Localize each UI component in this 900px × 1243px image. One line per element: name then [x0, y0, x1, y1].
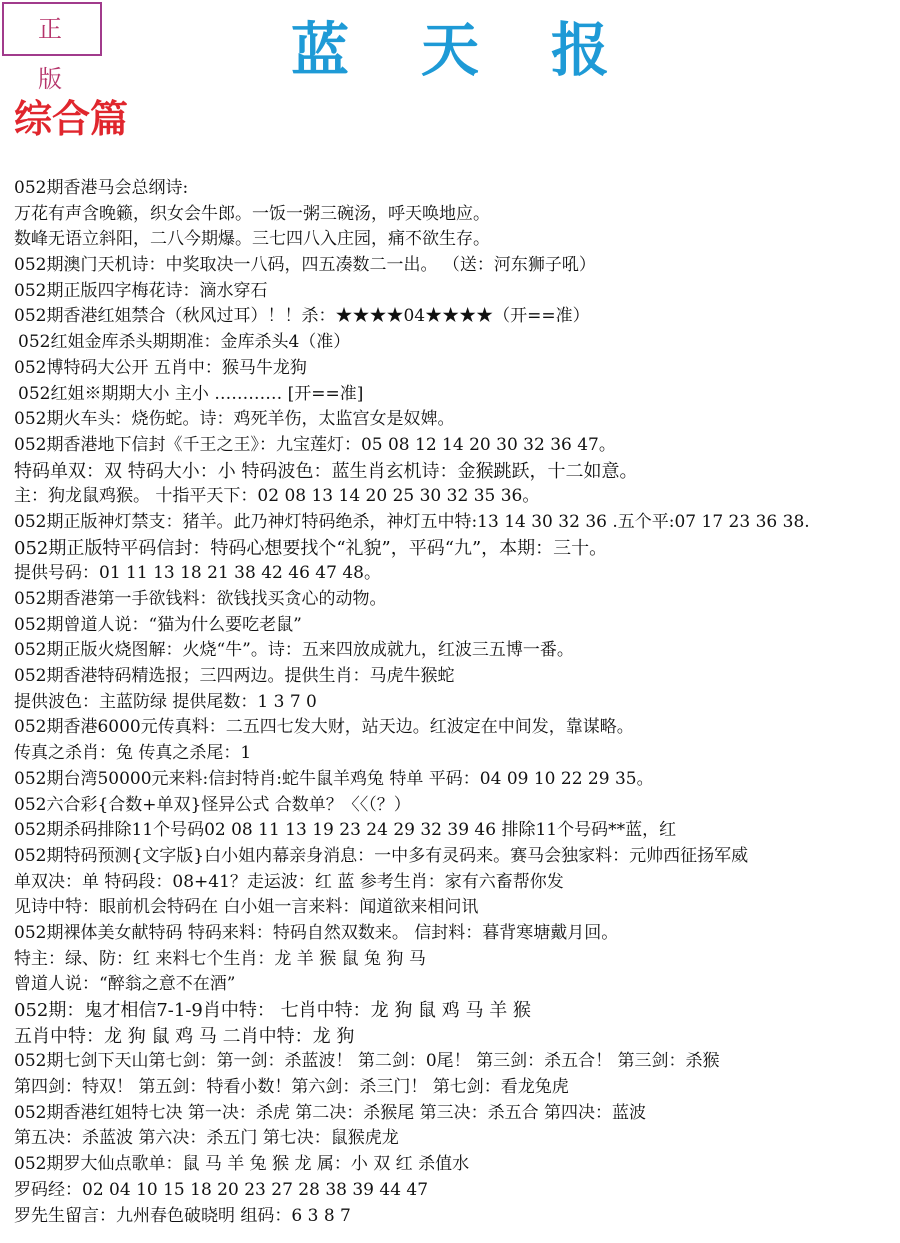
text-line: 提供波色：主蓝防绿 提供尾数：1 3 7 0 — [14, 691, 317, 712]
text-line: 052期香港6000元传真料：二五四七发大财，站天边。红波定在中间发，靠谋略。 — [14, 717, 634, 738]
text-line: 特码单双：双 特码大小：小 特码波色：蓝生肖玄机诗：金猴跳跃，十二如意。 — [14, 460, 638, 482]
text-line: 052红姐※期期大小 主小 ………… [开==准] — [18, 383, 364, 404]
text-line: 主：狗龙鼠鸡猴。 十指平天下：02 08 13 14 20 25 30 32 35 36。 — [14, 486, 540, 507]
text-line: 提供号码：01 11 13 18 21 38 42 46 47 48。 — [14, 563, 381, 584]
text-line: 052期曾道人说：“猫为什么要吃老鼠” — [14, 614, 302, 635]
text-line: 052期香港地下信封《千王之王》：九宝莲灯：05 08 12 14 20 30 32 36 47。 — [14, 434, 616, 455]
text-line: 万花有声含晚籁，织女会牛郎。一饭一粥三碗汤，呼天唤地应。 — [14, 203, 490, 224]
text-line: 052期香港红姐特七决 第一决：杀虎 第二决：杀猴尾 第三决：杀五合 第四决：蓝波 — [14, 1102, 647, 1123]
text-line: 052期台湾50000元来料:信封特肖:蛇牛鼠羊鸡兔 特单 平码：04 09 10 22 29 35。 — [14, 768, 654, 789]
text-line: 罗先生留言：九州春色破晓明 组码：6 3 8 7 — [14, 1205, 351, 1226]
text-line: 052期香港特码精选报；三四两边。提供生肖：马虎牛猴蛇 — [14, 666, 455, 687]
text-line: 第五决：杀蓝波 第六决：杀五门 第七决：鼠猴虎龙 — [14, 1128, 399, 1149]
text-line: 052期香港马会总纲诗: — [14, 178, 189, 198]
text-line: 052期香港第一手欲钱料：欲钱找买贪心的动物。 — [14, 589, 387, 609]
text-line: 052博特码大公开 五肖中：猴马牛龙狗 — [14, 357, 307, 378]
text-line: 特主：绿、防：红 来料七个生肖：龙 羊 猴 鼠 兔 狗 马 — [14, 948, 426, 969]
text-line: 052期七剑下天山第七剑：第一剑：杀蓝波！ 第二剑：0尾！ 第三剑：杀五合！ 第三剑：杀猴 — [14, 1051, 720, 1072]
text-line: 052期特码预测{文字版}白小姐内幕亲身消息：一中多有灵码来。赛马会独家料：元帅西征扬军威 — [14, 845, 749, 866]
text-line: 052期罗大仙点歌单：鼠 马 羊 兔 猴 龙 属：小 双 红 杀值水 — [14, 1154, 470, 1175]
page-title: 蓝天报 — [290, 16, 681, 84]
text-line: 052期香港红姐禁合（秋风过耳）！！杀：★★★★04★★★★（开==准） — [14, 306, 590, 327]
edition-badge: 正 版 — [2, 2, 102, 56]
text-line: 曾道人说：“醉翁之意不在酒” — [14, 974, 236, 995]
text-line: 数峰无语立斜阳，二八今期爆。三七四八入庄园，痛不欲生存。 — [14, 229, 490, 250]
text-line: 单双决：单 特码段：08+41？走运波：红 蓝 参考生肖：家有六畜帮你发 — [14, 871, 564, 892]
text-line: 传真之杀肖：兔 传真之杀尾：1 — [14, 743, 252, 764]
text-line: 第四剑：特双！ 第五剑：特看小数！第六剑：杀三门！ 第七剑：看龙兔虎 — [14, 1077, 569, 1098]
text-line: 052期正版四字梅花诗：滴水穿石 — [14, 280, 268, 301]
text-line: 052期澳门天机诗：中奖取决一八码，四五凑数二一出。 （送：河东狮子吼） — [14, 255, 596, 276]
text-line: 052期裸体美女献特码 特码来料：特码自然双数来。 信封料：暮背寒塘戴月回。 — [14, 922, 619, 943]
text-line: 052期火车头：烧伤蛇。诗：鸡死羊伤，太监宫女是奴婢。 — [14, 409, 455, 430]
text-line: 见诗中特：眼前机会特码在 白小姐一言来料：闻道欲来相问讯 — [14, 897, 479, 918]
text-line: 052期正版火烧图解：火烧“牛”。诗：五来四放成就九，红波三五博一番。 — [14, 640, 574, 661]
text-line: 罗码经：02 04 10 15 18 20 23 27 28 38 39 44 47 — [14, 1179, 429, 1200]
text-line: 052期：鬼才相信7-1-9肖中特： 七肖中特：龙 狗 鼠 鸡 马 羊 猴 — [14, 1000, 531, 1021]
text-line: 052六合彩{合数+单双}怪异公式 合数单？〈〈（？） — [14, 794, 411, 815]
text-line: 五肖中特：龙 狗 鼠 鸡 马 二肖中特：龙 狗 — [14, 1025, 355, 1047]
text-line: 052期正版神灯禁支：猪羊。此乃神灯特码绝杀，神灯五中特:13 14 30 32 36 .五个平:07 17 23 36 38. — [14, 511, 810, 532]
section-heading: 综合篇 — [14, 96, 129, 141]
text-line: 052期正版特平码信封：特码心想要找个“礼貌”，平码“九”，本期：三十。 — [14, 537, 608, 559]
text-line: 052期杀码排除11个号码02 08 11 13 19 23 24 29 32 39 46 排除11个号码**蓝，红 — [14, 820, 677, 841]
text-line: 052红姐金库杀头期期准：金库杀头4（准） — [18, 332, 351, 353]
article-body — [14, 176, 898, 1229]
